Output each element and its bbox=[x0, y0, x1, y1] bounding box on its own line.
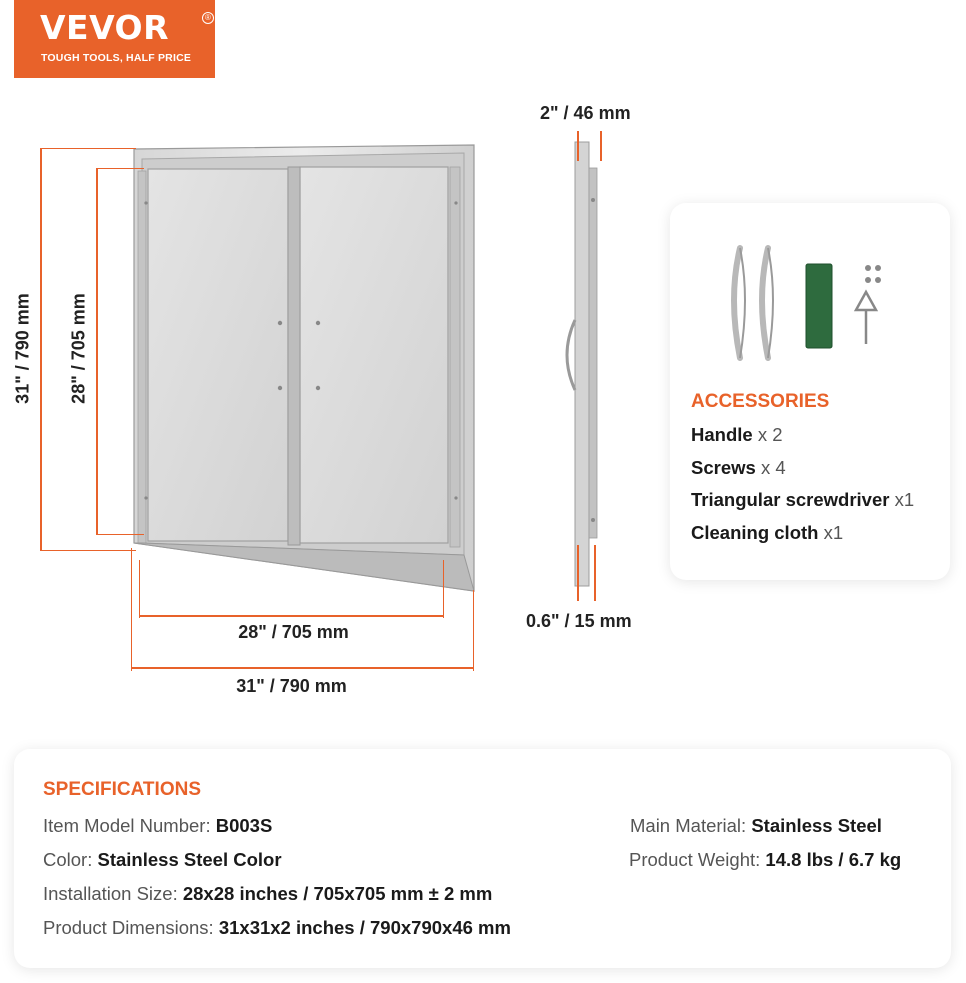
left-door-panel bbox=[148, 169, 288, 541]
accessories-title: ACCESSORIES bbox=[691, 391, 830, 412]
logo-wordmark: VEVOR bbox=[40, 8, 170, 47]
depth-label: 2" / 46 mm bbox=[540, 103, 631, 123]
accessories-card bbox=[670, 203, 950, 580]
inner-height-line bbox=[96, 168, 98, 535]
spec-color: Color: Stainless Steel Color bbox=[43, 849, 282, 870]
spec-main-material: Main Material: Stainless Steel bbox=[630, 815, 882, 836]
depth-line bbox=[577, 131, 579, 161]
accessory-item: Handle x 2 bbox=[691, 424, 783, 445]
outer-height-label: 31" / 790 mm bbox=[12, 293, 33, 404]
spec-installation-size: Installation Size: 28x28 inches / 705x705 mm ± 2 mm bbox=[43, 883, 493, 904]
registered-mark: ® bbox=[202, 12, 214, 24]
door-side-illustration bbox=[545, 140, 615, 590]
inner-width-line bbox=[139, 615, 444, 617]
inner-width-label: 28" / 705 mm bbox=[238, 622, 349, 642]
accessory-item: Screws x 4 bbox=[691, 457, 786, 478]
door-front-illustration bbox=[128, 143, 478, 593]
right-door-panel bbox=[300, 167, 448, 543]
specifications-card bbox=[14, 749, 951, 968]
spec-product-weight: Product Weight: 14.8 lbs / 6.7 kg bbox=[629, 849, 902, 870]
inner-height-label: 28" / 705 mm bbox=[68, 293, 89, 404]
outer-height-line bbox=[40, 148, 42, 551]
flange-label: 0.6" / 15 mm bbox=[526, 611, 632, 631]
spec-product-dimensions: Product Dimensions: 31x31x2 inches / 790x790x46 mm bbox=[43, 917, 511, 938]
flange-line bbox=[577, 545, 579, 601]
specifications-title: SPECIFICATIONS bbox=[43, 779, 201, 800]
accessory-item: Cleaning cloth x1 bbox=[691, 522, 844, 543]
vevor-logo bbox=[14, 0, 215, 78]
accessories-illustration bbox=[728, 238, 898, 378]
logo-tagline: TOUGH TOOLS, HALF PRICE bbox=[41, 52, 192, 64]
accessory-item: Triangular screwdriver x1 bbox=[691, 489, 915, 510]
spec-model: Item Model Number: B003S bbox=[43, 815, 273, 836]
outer-width-label: 31" / 790 mm bbox=[236, 676, 347, 696]
outer-width-line bbox=[131, 667, 474, 669]
